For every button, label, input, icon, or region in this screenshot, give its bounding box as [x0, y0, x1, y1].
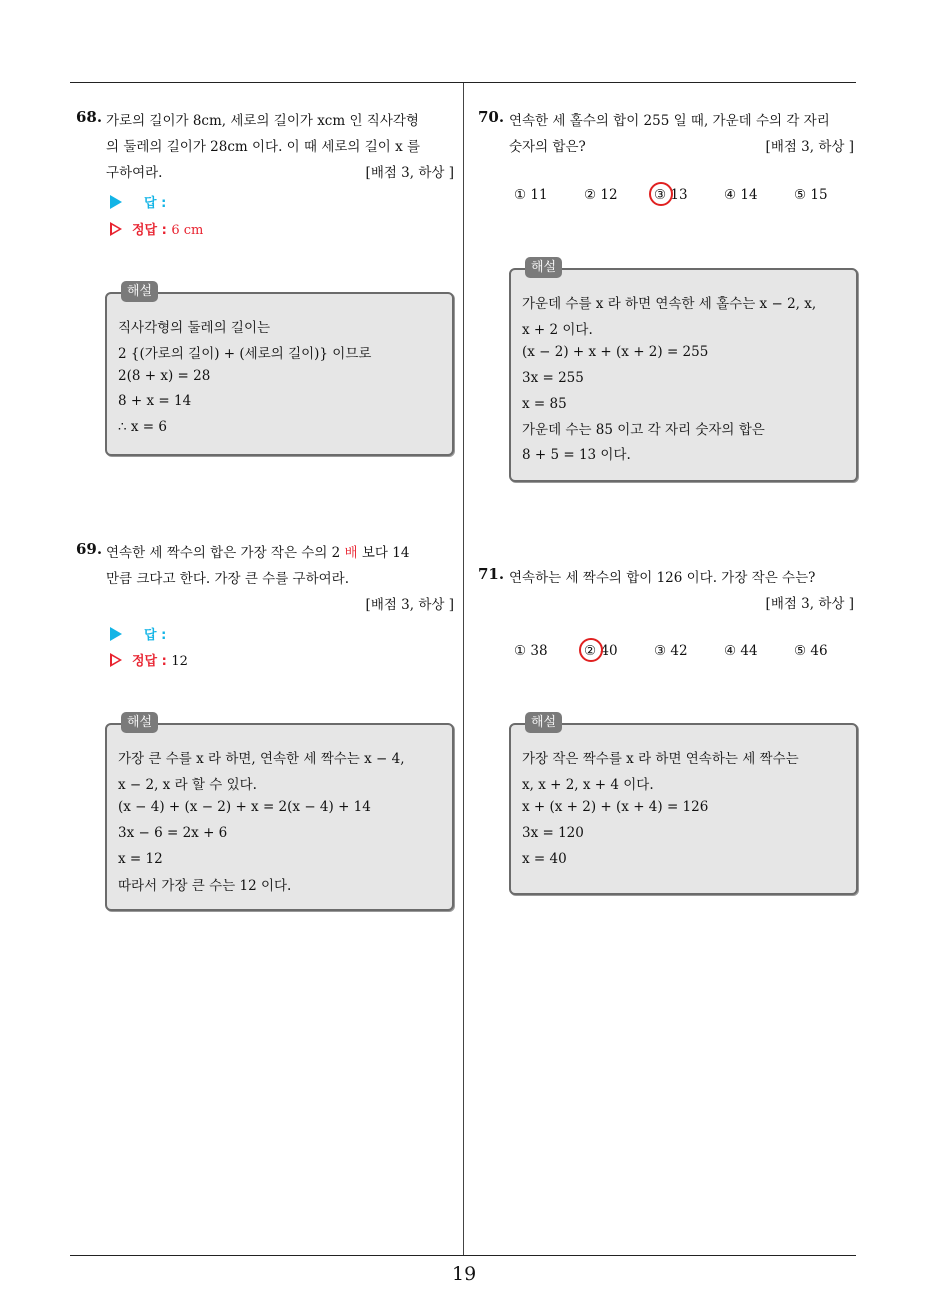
answer-arrow-icon — [110, 627, 122, 641]
score-label: [배점 3, 하상 ] — [365, 597, 454, 613]
correct-value: 12 — [171, 654, 188, 669]
question-text-line: 가로의 길이가 8cm, 세로의 길이가 xcm 인 직사각형 — [106, 113, 419, 129]
correct-answer-row — [110, 650, 188, 669]
question-71 — [478, 565, 858, 625]
question-text-line: 만큼 크다고 한다. 가장 큰 수를 구하여라. — [106, 571, 349, 587]
correct-answer-row — [110, 219, 203, 238]
correct-value: 6 cm — [171, 223, 204, 238]
score-label: [배점 3, 하상 ] — [765, 139, 854, 155]
choice-3[interactable]: ③ 42 — [654, 643, 688, 659]
choice-1[interactable]: ① 38 — [514, 643, 548, 659]
page-number: 19 — [452, 1263, 477, 1285]
score-label: [배점 3, 하상 ] — [365, 165, 454, 181]
choice-3[interactable]: ③ 13 — [654, 187, 688, 203]
correct-arrow-icon — [110, 222, 122, 236]
bottom-rule — [70, 1255, 856, 1256]
choice-4[interactable]: ④ 44 — [724, 643, 758, 659]
question-text-line — [106, 541, 409, 561]
explanation-line: 3x = 255 — [522, 370, 584, 386]
correct-arrow-icon — [110, 653, 122, 667]
explanation-line: 직사각형의 둘레의 길이는 — [118, 320, 271, 336]
question-text-line: 의 둘레의 길이가 28cm 이다. 이 때 세로의 길이 x 를 — [106, 139, 421, 155]
explanation-line: x + 2 이다. — [522, 322, 593, 338]
explanation-line: 3x − 6 = 2x + 6 — [118, 825, 228, 841]
question-number: 71. — [478, 565, 505, 583]
question-text-line: 숫자의 합은? — [509, 139, 586, 155]
question-number: 69. — [76, 540, 103, 558]
explanation-line: 8 + x = 14 — [118, 393, 192, 409]
explanation-line: x = 85 — [522, 396, 567, 412]
explanation-line: 가운데 수를 x 라 하면 연속한 세 홀수는 x − 2, x, — [522, 296, 817, 312]
explanation-tag: 해설 — [525, 257, 562, 278]
explanation-line: 2 {(가로의 길이) + (세로의 길이)} 이므로 — [118, 346, 372, 362]
explanation-line: 가장 작은 짝수를 x 라 하면 연속하는 세 짝수는 — [522, 751, 799, 767]
explanation-line: 따라서 가장 큰 수는 12 이다. — [118, 878, 292, 894]
question-text-line: 연속하는 세 짝수의 합이 126 이다. 가장 작은 수는? — [509, 570, 816, 586]
explanation-line: x, x + 2, x + 4 이다. — [522, 777, 654, 793]
answer-label: 답 : — [144, 628, 167, 643]
explanation-line: (x − 2) + x + (x + 2) = 255 — [522, 344, 709, 360]
choice-4[interactable]: ④ 14 — [724, 187, 758, 203]
explanation-line: 8 + 5 = 13 이다. — [522, 447, 631, 463]
choice-5[interactable]: ⑤ 15 — [794, 187, 828, 203]
answer-row — [110, 624, 166, 643]
explanation-line: ∴ x = 6 — [118, 419, 167, 435]
explanation-tag: 해설 — [121, 281, 158, 302]
question-69 — [76, 540, 456, 680]
choice-5[interactable]: ⑤ 46 — [794, 643, 828, 659]
explanation-box-70 — [509, 260, 858, 482]
correct-label: 정답 : — [132, 654, 167, 669]
score-label: [배점 3, 하상 ] — [765, 596, 854, 612]
answer-arrow-icon — [110, 195, 122, 209]
selected-answer-circle — [649, 182, 673, 206]
answer-row — [110, 192, 166, 211]
explanation-line: 2(8 + x) = 28 — [118, 368, 211, 384]
explanation-line: 3x = 120 — [522, 825, 584, 841]
explanation-tag: 해설 — [121, 712, 158, 733]
column-divider — [463, 83, 464, 1255]
question-text-line: 연속한 세 홀수의 합이 255 일 때, 가운데 수의 각 자리 — [509, 113, 830, 129]
explanation-box-71 — [509, 715, 858, 895]
explanation-box-69 — [105, 715, 454, 911]
choice-2[interactable]: ② 40 — [584, 643, 618, 659]
selected-answer-circle — [579, 638, 603, 662]
choice-1[interactable]: ① 11 — [514, 187, 548, 203]
explanation-tag: 해설 — [525, 712, 562, 733]
question-text-line: 구하여라. — [106, 165, 163, 181]
highlight-text: 배 — [344, 545, 358, 561]
choice-2[interactable]: ② 12 — [584, 187, 618, 203]
question-text-part: 보다 14 — [361, 545, 410, 561]
explanation-box-68 — [105, 284, 454, 456]
explanation-line: x = 40 — [522, 851, 567, 867]
explanation-line: x − 2, x 라 할 수 있다. — [118, 777, 257, 793]
explanation-line: x + (x + 2) + (x + 4) = 126 — [522, 799, 709, 815]
answer-label: 답 : — [144, 196, 167, 211]
question-number: 68. — [76, 108, 103, 126]
question-number: 70. — [478, 108, 505, 126]
question-text-part: 연속한 세 짝수의 합은 가장 작은 수의 2 — [106, 545, 341, 561]
explanation-line: 가운데 수는 85 이고 각 자리 숫자의 합은 — [522, 422, 765, 438]
correct-label: 정답 : — [132, 223, 167, 238]
explanation-line: x = 12 — [118, 851, 163, 867]
explanation-line: 가장 큰 수를 x 라 하면, 연속한 세 짝수는 x − 4, — [118, 751, 405, 767]
explanation-line: (x − 4) + (x − 2) + x = 2(x − 4) + 14 — [118, 799, 371, 815]
